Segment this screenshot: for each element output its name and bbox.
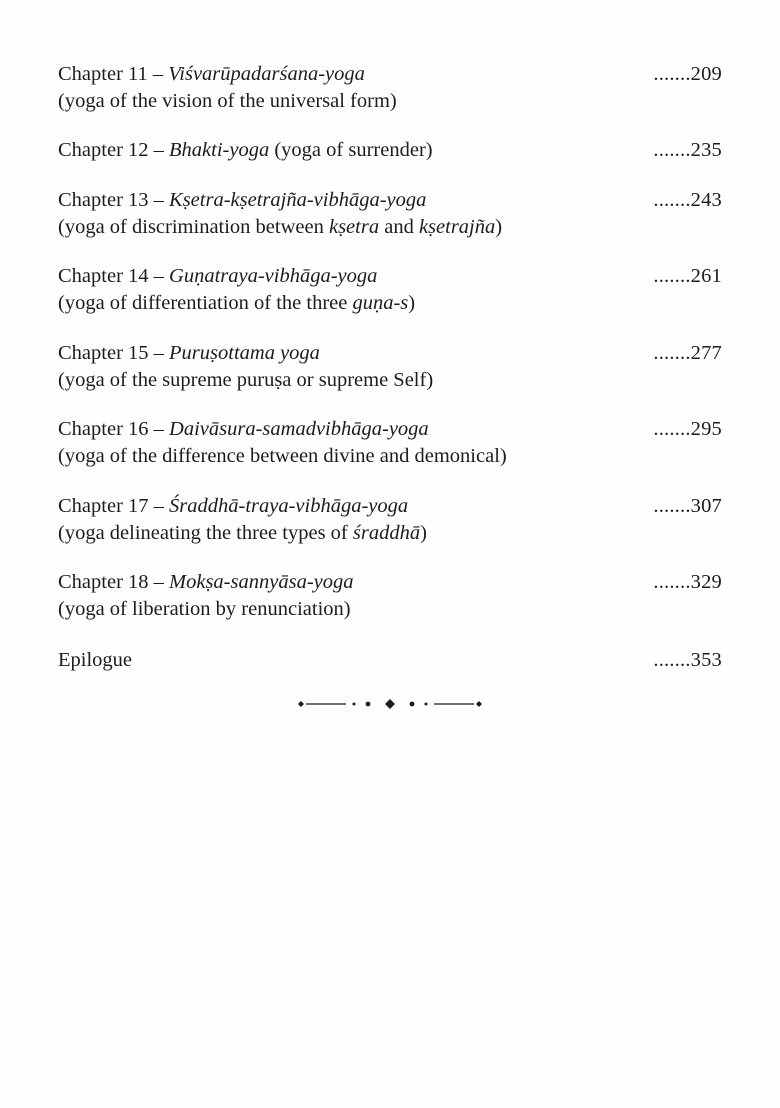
chapter-number: Chapter 11 – <box>58 63 169 85</box>
chapter-subtitle-end: ) <box>495 216 503 238</box>
chapter-subtitle: (yoga of the vision of the universal form) <box>58 90 397 112</box>
chapter-subtitle-term: śraddhā <box>352 522 421 544</box>
toc-entry-title-line <box>58 416 722 443</box>
dotted-divider-ornament-icon <box>0 696 780 717</box>
page-number: .......329 <box>653 571 722 593</box>
toc-entry-chapter-14[interactable] <box>58 263 722 317</box>
chapter-subtitle-end: ) <box>408 292 416 314</box>
toc-entry-chapter-13[interactable] <box>58 187 722 241</box>
chapter-number: Chapter 12 – <box>58 139 170 161</box>
page-number: .......243 <box>653 189 722 211</box>
chapter-title: Śraddhā-traya-vibhāga-yoga <box>169 495 409 517</box>
toc-entry-subtitle-line <box>58 520 722 547</box>
chapter-title: Puruṣottama yoga <box>169 342 320 364</box>
toc-entry-title-line <box>58 569 722 596</box>
toc-entry-chapter-11[interactable] <box>58 61 722 115</box>
toc-entry-subtitle-line <box>58 290 722 317</box>
toc-entry-chapter-15[interactable] <box>58 340 722 394</box>
chapter-subtitle: (yoga of differentiation of the three <box>58 292 353 314</box>
toc-entry-chapter-17[interactable] <box>58 493 722 547</box>
chapter-number: Chapter 14 – <box>58 265 170 287</box>
chapter-number: Chapter 16 – <box>58 418 170 440</box>
toc-entry-epilogue[interactable] <box>58 647 722 674</box>
toc-entry-title-line <box>58 340 722 367</box>
toc-entry-title-line <box>58 493 722 520</box>
chapter-title: Bhakti-yoga <box>169 139 270 161</box>
chapter-subtitle-term: kṣetra <box>328 216 380 238</box>
toc-entry-subtitle-line <box>58 88 722 115</box>
page-number: .......235 <box>653 139 722 161</box>
chapter-number: Chapter 15 – <box>58 342 170 364</box>
toc-entry-title-line <box>58 647 722 674</box>
chapter-subtitle-mid: and <box>379 216 419 238</box>
chapter-number: Chapter 17 – <box>58 495 170 517</box>
chapter-subtitle-end: ) <box>420 522 427 544</box>
chapter-title: Daivāsura-samadvibhāga-yoga <box>169 418 429 440</box>
toc-entry-title-line <box>58 187 722 214</box>
chapter-number: Chapter 13 – <box>58 189 170 211</box>
toc-entry-subtitle-line <box>58 367 722 394</box>
chapter-subtitle-term-2: kṣetrajña <box>418 216 496 238</box>
chapter-subtitle: (yoga delineating the three types of <box>58 522 353 544</box>
chapter-subtitle: (yoga of the difference between divine and demonical) <box>58 445 507 467</box>
chapter-title: Viśvarūpadarśana-yoga <box>168 63 365 85</box>
toc-entry-chapter-16[interactable] <box>58 416 722 470</box>
toc-entry-subtitle-line <box>58 443 722 470</box>
page-number: .......261 <box>653 265 722 287</box>
toc-entry-chapter-12[interactable] <box>58 137 722 164</box>
page-number: .......277 <box>653 342 722 364</box>
chapter-title: Kṣetra-kṣetrajña-vibhāga-yoga <box>169 189 427 211</box>
page-number: .......307 <box>653 495 722 517</box>
chapter-subtitle: (yoga of liberation by renunciation) <box>58 598 351 620</box>
toc-entry-title-line <box>58 137 722 164</box>
toc-entry-title-line <box>58 263 722 290</box>
toc-entry-subtitle-line <box>58 214 722 241</box>
page-number: .......209 <box>653 63 722 85</box>
chapter-subtitle: (yoga of the supreme puruṣa or supreme Self) <box>58 369 434 391</box>
toc-entry-chapter-18[interactable] <box>58 569 722 623</box>
page-number: .......295 <box>653 418 722 440</box>
toc-entry-title-line <box>58 61 722 88</box>
epilogue-title: Epilogue <box>58 649 133 671</box>
chapter-title: Mokṣa-sannyāsa-yoga <box>169 571 354 593</box>
chapter-subtitle-term: guṇa-s <box>352 292 409 314</box>
chapter-title-suffix: (yoga of surrender) <box>269 139 433 161</box>
toc-entry-subtitle-line <box>58 596 722 623</box>
page-number: .......353 <box>653 649 722 671</box>
chapter-number: Chapter 18 – <box>58 571 170 593</box>
chapter-title: Guṇatraya-vibhāga-yoga <box>169 265 378 287</box>
chapter-subtitle: (yoga of discrimination between <box>58 216 329 238</box>
